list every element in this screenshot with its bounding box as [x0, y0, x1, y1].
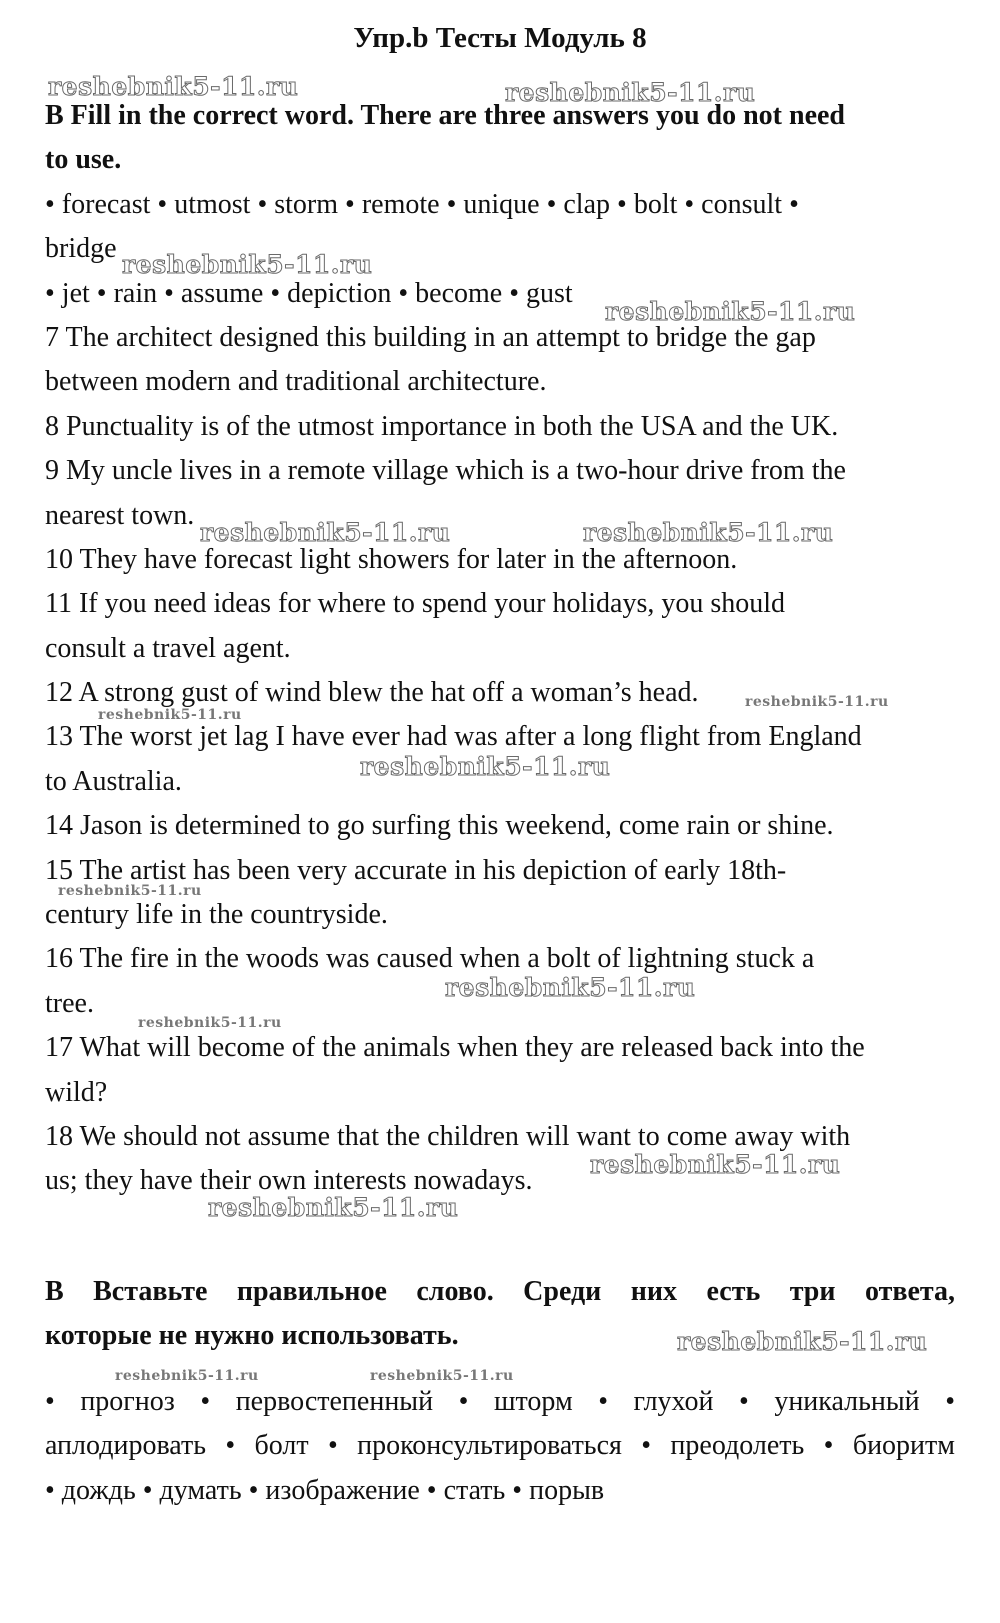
watermark: reshebnik5-11.ru	[583, 518, 834, 547]
answer-line: 17 What will become of the animals when they are released back into the	[45, 1032, 865, 1063]
word-bank-ru-line-1: • прогноз • первостепенный • шторм • глухой • уникальный •	[45, 1386, 955, 1417]
answer-line: 11 If you need ideas for where to spend your holidays, you should	[45, 588, 786, 619]
answer-line: 16 The fire in the woods was caused when a bolt of lightning stuck a	[45, 943, 815, 974]
answer-line: 7 The architect designed this building in an attempt to bridge the gap	[45, 322, 816, 353]
watermark: reshebnik5-11.ru	[200, 518, 451, 547]
watermark: reshebnik5-11.ru	[122, 250, 373, 279]
watermark: reshebnik5-11.ru	[445, 973, 696, 1002]
answer-line: between modern and traditional architecture.	[45, 366, 547, 397]
answer-line: wild?	[45, 1077, 108, 1108]
word-bank-line-2: bridge	[45, 233, 117, 264]
word-bank-line-3: • jet • rain • assume • depiction • become • gust	[45, 278, 573, 309]
watermark: reshebnik5-11.ru	[677, 1327, 928, 1356]
watermark: reshebnik5-11.ru	[208, 1193, 459, 1222]
watermark: reshebnik5-11.ru	[370, 1368, 514, 1384]
task-instruction-line-2: to use.	[45, 144, 122, 175]
task-instruction-line-1: B Fill in the correct word. There are three answers you do not need	[45, 100, 845, 131]
page-title: Упр.b Тесты Модуль 8	[353, 22, 647, 54]
answer-line: 14 Jason is determined to go surfing this weekend, come rain or shine.	[45, 810, 834, 841]
watermark: reshebnik5-11.ru	[360, 752, 611, 781]
answer-line: 13 The worst jet lag I have ever had was after a long flight from England	[45, 721, 862, 752]
watermark: reshebnik5-11.ru	[98, 707, 242, 723]
task-ru-instruction-line-1: В Вставьте правильное слово. Среди них есть три ответа,	[45, 1276, 955, 1307]
word-bank-ru-line-2: аплодировать • болт • проконсультироваться • преодолеть • биоритм	[45, 1430, 955, 1461]
task-ru-instruction-line-2: которые не нужно использовать.	[45, 1320, 459, 1351]
watermark: reshebnik5-11.ru	[58, 883, 202, 899]
answer-line: tree.	[45, 988, 94, 1019]
word-bank-line-1: • forecast • utmost • storm • remote • unique • clap • bolt • consult •	[45, 189, 799, 220]
watermark: reshebnik5-11.ru	[605, 297, 856, 326]
watermark: reshebnik5-11.ru	[48, 72, 299, 101]
answer-line: us; they have their own interests nowadays.	[45, 1165, 533, 1196]
word-bank-ru-line-3: • дождь • думать • изображение • стать • порыв	[45, 1475, 605, 1506]
answer-line: consult a travel agent.	[45, 633, 291, 664]
watermark: reshebnik5-11.ru	[745, 694, 889, 710]
watermark: reshebnik5-11.ru	[505, 78, 756, 107]
watermark: reshebnik5-11.ru	[138, 1015, 282, 1031]
watermark: reshebnik5-11.ru	[115, 1368, 259, 1384]
answer-line: nearest town.	[45, 500, 195, 531]
watermark: reshebnik5-11.ru	[590, 1150, 841, 1179]
answer-line: 8 Punctuality is of the utmost importance in both the USA and the UK.	[45, 411, 839, 442]
answer-line: to Australia.	[45, 766, 182, 797]
answer-line: 10 They have forecast light showers for later in the afternoon.	[45, 544, 738, 575]
answer-line: 12 A strong gust of wind blew the hat off a woman’s head.	[45, 677, 699, 708]
answer-line: 9 My uncle lives in a remote village which is a two-hour drive from the	[45, 455, 846, 486]
answer-line: 18 We should not assume that the children will want to come away with	[45, 1121, 851, 1152]
answer-line: 15 The artist has been very accurate in his depiction of early 18th-	[45, 855, 787, 886]
answer-line: century life in the countryside.	[45, 899, 388, 930]
